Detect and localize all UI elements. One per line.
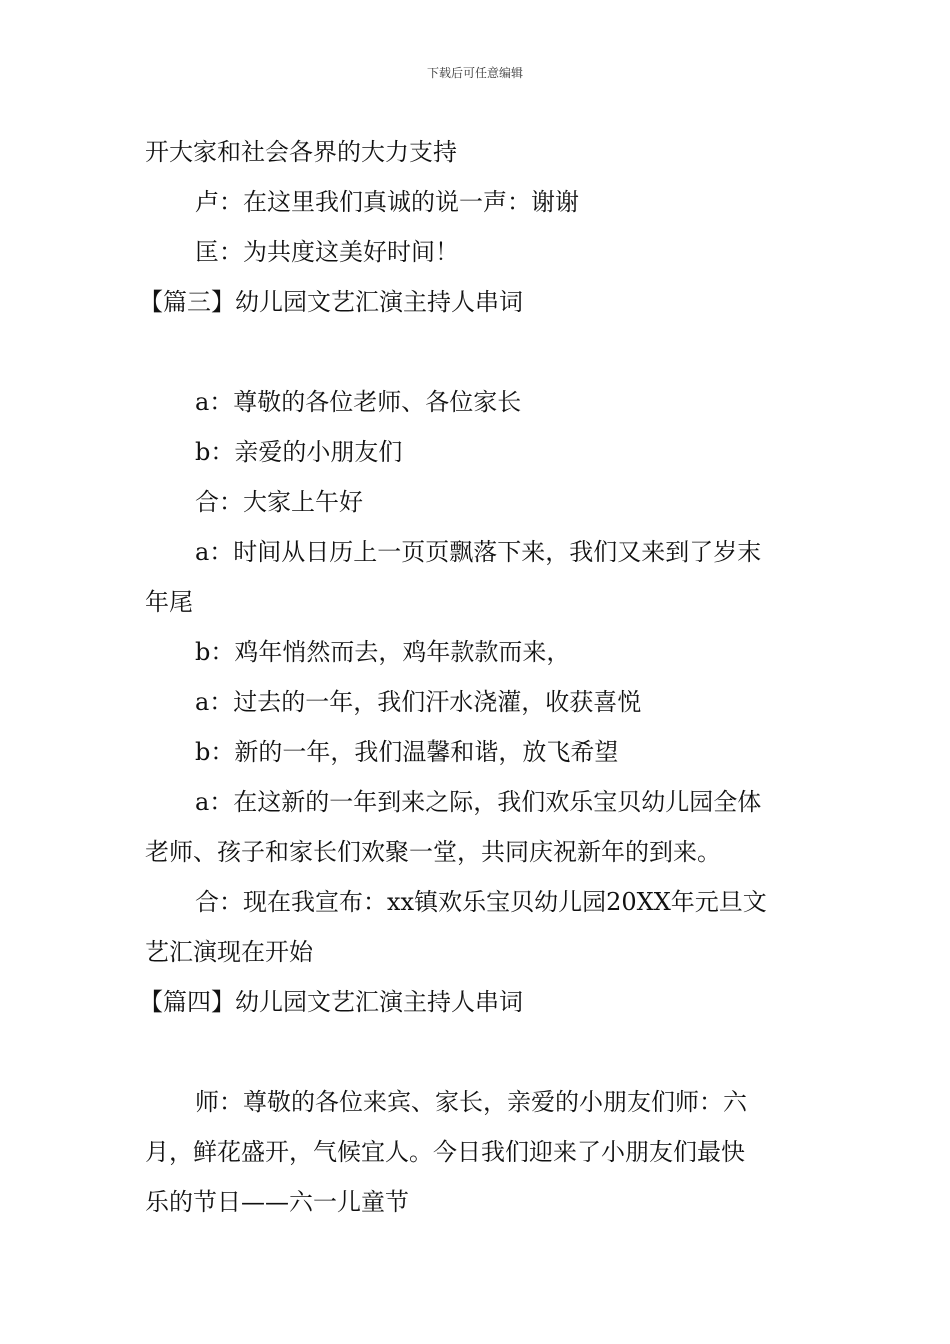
paragraph-line: a：尊敬的各位老师、各位家长 <box>195 388 522 416</box>
paragraph-line: 卢：在这里我们真诚的说一声：谢谢 <box>195 188 579 216</box>
page-header-note: 下载后可任意编辑 <box>426 66 523 80</box>
paragraph-line: a：过去的一年，我们汗水浇灌，收获喜悦 <box>195 688 642 716</box>
paragraph-line: 老师、孩子和家长们欢聚一堂，共同庆祝新年的到来。 <box>145 838 721 866</box>
blank-line <box>145 1027 810 1077</box>
paragraph-line: 匡：为共度这美好时间！ <box>195 238 459 266</box>
section-heading-4: 【篇四】幼儿园文艺汇演主持人串词 <box>139 988 523 1016</box>
paragraph-line: 合：现在我宣布：xx镇欢乐宝贝幼儿园20XX年元旦文 <box>195 888 767 916</box>
paragraph-line: 年尾 <box>145 588 193 616</box>
section-heading-3: 【篇三】幼儿园文艺汇演主持人串词 <box>139 288 523 316</box>
paragraph-line: 月，鲜花盛开，气候宜人。今日我们迎来了小朋友们最快 <box>145 1138 745 1166</box>
paragraph-line: b：新的一年，我们温馨和谐，放飞希望 <box>195 738 619 766</box>
paragraph-line: 合：大家上午好 <box>195 488 363 516</box>
paragraph-line: a：时间从日历上一页页飘落下来，我们又来到了岁末 <box>195 538 762 566</box>
paragraph-line: b：亲爱的小朋友们 <box>195 438 403 466</box>
paragraph-line: 开大家和社会各界的大力支持 <box>145 138 457 166</box>
paragraph-line: 艺汇演现在开始 <box>145 938 313 966</box>
paragraph-line: 师：尊敬的各位来宾、家长，亲爱的小朋友们师：六 <box>195 1088 747 1116</box>
blank-line <box>145 327 810 377</box>
paragraph-line: a：在这新的一年到来之际，我们欢乐宝贝幼儿园全体 <box>195 788 762 816</box>
paragraph-line: b：鸡年悄然而去，鸡年款款而来， <box>195 638 571 666</box>
paragraph-line: 乐的节日——六一儿童节 <box>145 1188 409 1216</box>
document-body <box>139 127 810 1227</box>
